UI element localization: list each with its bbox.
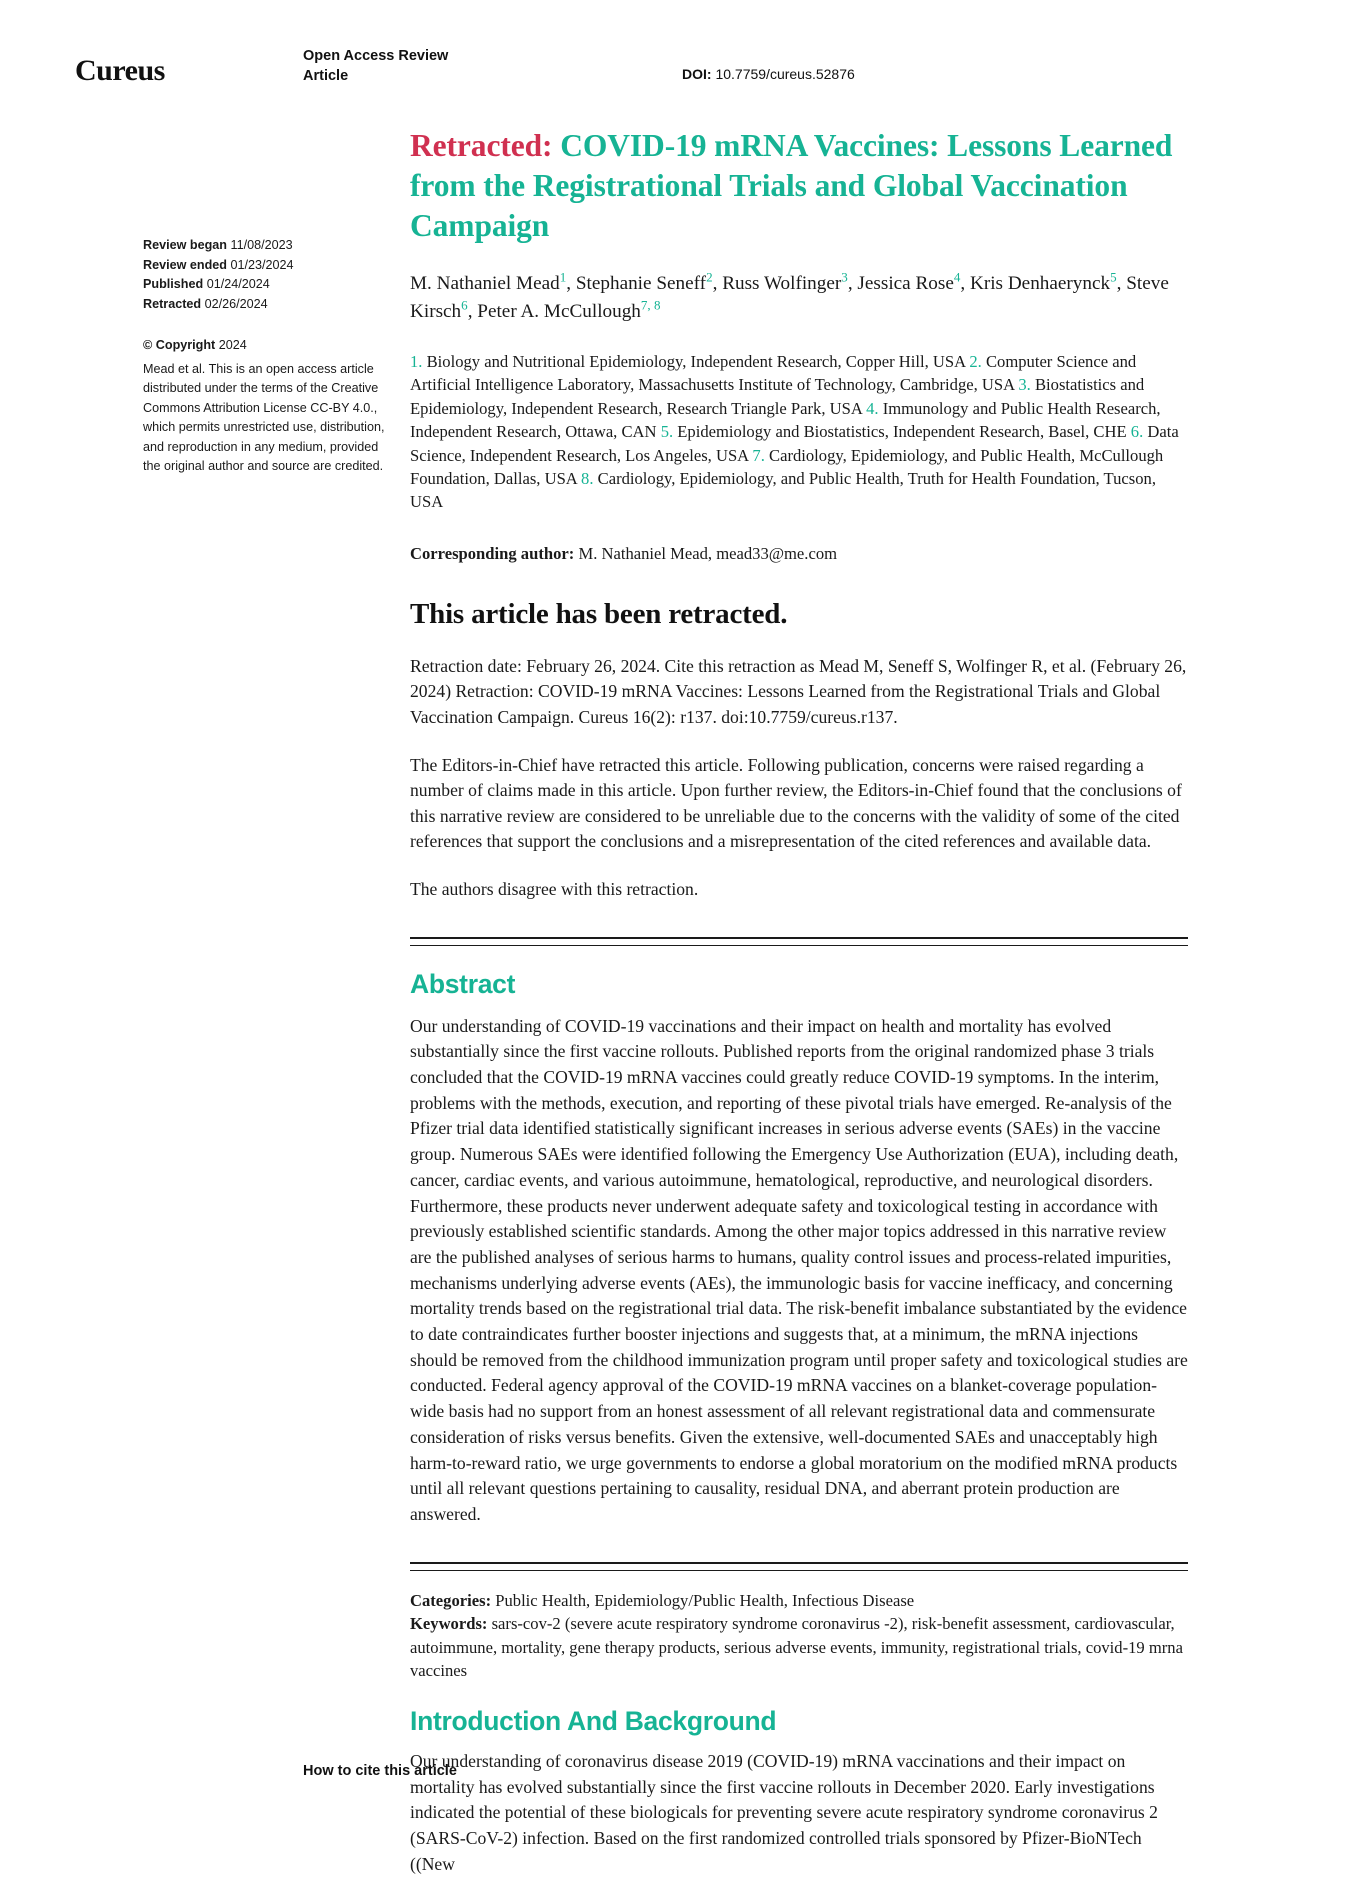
introduction-text: Our understanding of coronavirus disease 2019 (COVID-19) mRNA vaccinations and their impact on mortality has evolved substantially since the first vaccine rollouts in December 2020. Early investigations indicated the potential of these biologicals for preventing severe acute respiratory syndrome coronavirus 2 (SARS-CoV-2) infection. Based on the first randomized controlled trials sponsored by Pfizer-BioNTech ((New [410,1751,1158,1874]
review-ended-label: Review ended [143,257,227,272]
author-entry [857,269,970,294]
author-separator: , [566,273,576,294]
review-date-item [143,236,393,256]
author-name: Russ Wolfinger [722,273,842,294]
affiliation-text: Biology and Nutritional Epidemiology, Independent Research, Copper Hill, USA [426,352,966,371]
retraction-citation: Retraction date: February 26, 2024. Cite this retraction as Mead M, Seneff S, Wolfinger R, et al. (February 26, 2024) Retraction: COVID-19 mRNA Vaccines: Lessons Learned from the Registrational Trials and Global Vaccination Campaign. Cureus 16(2): r137. doi:10.7759/cureus.r137. [410,655,1187,728]
author-affil-ref: 6 [461,297,468,313]
copyright-heading-line [143,336,393,356]
author-entry [410,269,576,294]
author-entry [477,297,661,322]
author-name: Stephanie Seneff [575,273,707,294]
keywords-label: Keywords: [410,1614,488,1634]
copyright-heading: © Copyright [143,338,216,352]
author-affil-ref: 2 [706,269,713,285]
corresponding-author-value: M. Nathaniel Mead, mead33@me.com [578,543,838,563]
author-separator: , [1116,273,1127,294]
review-began-label: Review began [143,238,227,252]
affiliation-text: Immunology and Public Health Research, Independent Research, Ottawa, CAN [410,398,1161,442]
review-date-item [143,275,393,295]
published-label: Published [143,277,204,291]
affiliation-text: Data Science, Independent Research, Los Angeles, USA [410,422,1179,465]
authors-disagreement: The authors disagree with this retraction. [410,879,699,899]
review-date-item [143,256,393,276]
section-divider [410,937,1188,946]
section-divider [410,1562,1188,1571]
doi-label: DOI: [682,66,712,82]
categories-label: Categories: [410,1590,492,1610]
author-separator: , [712,273,723,294]
author-name: Jessica Rose [857,273,954,294]
author-entry [969,269,1127,294]
affiliation-number: 2. [969,352,982,371]
sidebar-metadata [143,236,393,477]
review-ended-value: 01/23/2024 [230,257,294,272]
author-separator: , [960,273,970,294]
author-list [410,270,1188,326]
abstract-text: Our understanding of COVID-19 vaccinations and their impact on health and mortality has evolved substantially since the first vaccine rollouts. Published reports from the original randomized phase 3 trials concluded that the COVID-19 mRNA vaccines could greatly reduce COVID-19 symptoms. In the interim, problems with the methods, execution, and reporting of these pivotal trials have emerged. Re-analysis of the Pfizer trial data identified statistically significant increases in serious adverse events (SAEs) in the vaccine group. Numerous SAEs were identified following the Emergency Use Authorization (EUA), including death, cancer, cardiac events, and various autoimmune, hematological, reproductive, and neurological disorders. Furthermore, these products never underwent adequate safety and toxicological testing in accordance with previously established scientific standards. Among the other major topics addressed in this narrative review are the published analyses of serious harms to humans, quality control issues and process-related impurities, mechanisms underlying adverse events (AEs), the immunologic basis for vaccine inefficacy, and concerning mortality trends based on the registrational trial data. The risk-benefit imbalance substantiated by the evidence to date contraindicates further booster injections and suggests that, at a minimum, the mRNA injections should be removed from the childhood immunization program until proper safety and toxicological studies are conducted. Federal agency approval of the COVID-19 mRNA vaccines on a blanket-coverage population-wide basis had no support from an honest assessment of all relevant registrational data and commensurate consideration of risks versus benefits. Given the extensive, well-documented SAEs and unacceptably high harm-to-reward ratio, we urge governments to endorse a global moratorium on the modified mRNA products until all relevant questions pertaining to causality, residual DNA, and aberrant protein production are answered. [410,1015,1188,1524]
retracted-value: 02/26/2024 [204,296,268,311]
corresponding-author [410,542,1188,566]
review-date-item [143,295,393,315]
retracted-prefix: Retracted: [410,128,553,163]
copyright-block [143,336,393,477]
affiliation-number: 1. [410,352,423,371]
affiliation-number: 7. [752,445,765,465]
doi-value: 10.7759/cureus.52876 [715,66,855,82]
author-name: Kris Denhaerynck [969,273,1111,294]
author-separator: , [847,273,858,294]
author-entry [575,269,723,294]
affiliation-text: Computer Science and Artificial Intelligence Laboratory, Massachusetts Institute of Technology, Cambridge, USA [410,352,1137,395]
author-affil-ref: 3 [841,269,848,285]
review-dates-list [143,236,393,314]
article-main-column [410,126,1188,1895]
keywords-value: sars-cov-2 (severe acute respiratory syndrome coronavirus -2), risk-benefit assessment, cardiovascular, autoimmune, mortality, gene therapy products, serious adverse events, immunity, registrational trials, covid-19 mrna vaccines [410,1614,1183,1681]
retraction-statement: The Editors-in-Chief have retracted this article. Following publication, concerns were raised regarding a number of claims made in this article. Upon further review, the Editors-in-Chief found that the conclusions of this narrative review are considered to be unreliable due to the concerns with the validity of some of the cited references that support the conclusions and a misrepresentation of the cited references and available data. [410,754,1182,852]
copyright-year: 2024 [218,338,247,352]
author-separator: , [467,301,478,322]
author-affil-ref: 1 [559,269,567,285]
copyright-text: Mead et al. This is an open access article distributed under the terms of the Creative Commons Attribution License CC-BY 4.0., which permits unrestricted use, distribution, and reproduction in any medium, provided the original author and source are credited. [143,361,385,473]
affiliation-item [410,352,969,371]
affiliation-text: Biostatistics and Epidemiology, Independent Research, Research Triangle Park, USA [410,375,1145,418]
page-masthead [0,46,1345,108]
affiliation-text: Cardiology, Epidemiology, and Public Health, Truth for Health Foundation, Tucson, USA [410,469,1156,512]
doi-line [682,66,855,82]
author-name: Steve Kirsch [410,273,1169,322]
affiliation-list [410,350,1188,514]
author-affil-ref: 4 [953,269,961,285]
author-affil-ref: 5 [1110,269,1117,285]
review-began-value: 11/08/2023 [230,238,293,252]
abstract-heading: Abstract [410,968,516,999]
categories-value: Public Health, Epidemiology/Public Health, Infectious Disease [495,1590,915,1610]
affiliation-number: 5. [660,422,674,442]
retracted-label: Retracted [143,296,202,311]
affiliation-item [661,422,1131,441]
cureus-logo: Cureus [75,54,165,87]
author-name: Peter A. McCullough [477,301,641,322]
page-title [410,126,1188,246]
author-affil-ref: 7, 8 [640,297,661,313]
author-entry [722,269,858,294]
keywords-line [410,1612,1188,1683]
categories-keywords-block [410,1589,1188,1683]
affiliation-text: Cardiology, Epidemiology, and Public Health, McCullough Foundation, Dallas, USA [410,445,1164,489]
affiliation-number: 4. [866,398,879,418]
title-main-text: COVID-19 mRNA Vaccines: Lessons Learned from the Registrational Trials and Global Vaccination Campaign [410,128,1173,243]
how-to-cite-heading: How to cite this article [303,1763,457,1779]
affiliation-number: 8. [581,469,594,489]
author-name: M. Nathaniel Mead [410,273,560,294]
corresponding-author-label: Corresponding author: [410,543,575,563]
categories-line [410,1589,1188,1613]
affiliation-text: Epidemiology and Biostatistics, Independent Research, Basel, CHE [677,422,1127,442]
article-type-label: Open Access Review Article [303,48,449,84]
published-value: 01/24/2024 [206,277,270,291]
introduction-heading: Introduction And Background [410,1706,777,1737]
retraction-notice-heading: This article has been retracted. [410,597,788,630]
affiliation-number: 3. [1018,375,1031,395]
affiliation-number: 6. [1130,422,1144,442]
